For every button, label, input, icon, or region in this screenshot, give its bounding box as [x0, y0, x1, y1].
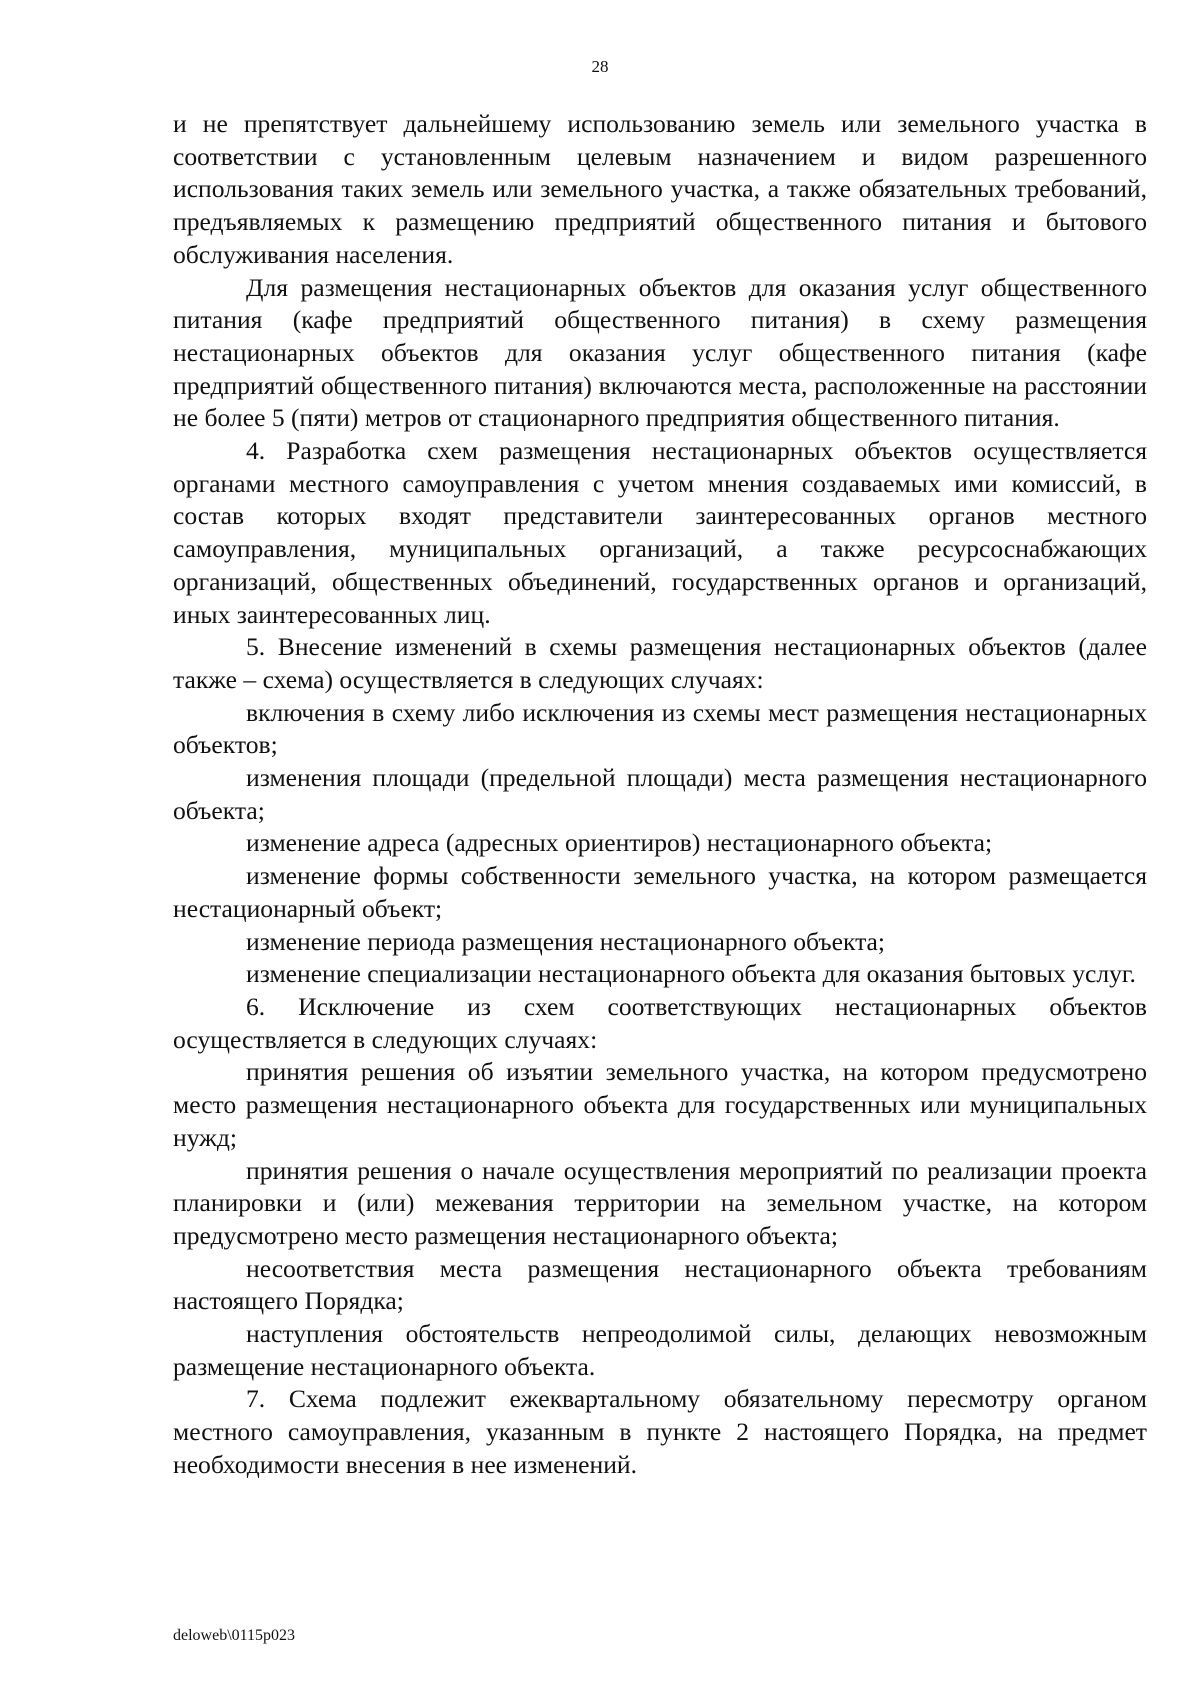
- document-body: [173, 108, 1147, 1482]
- document-footer-code: deloweb\0115p023: [173, 1627, 296, 1644]
- page-number: 28: [591, 57, 609, 76]
- paragraph: включения в схему либо исключения из схемы мест размещения нестационарных объектов;: [173, 697, 1147, 760]
- paragraph: изменение формы собственности земельного участка, на котором размещается нестационарный объект;: [173, 861, 1147, 923]
- paragraph: и не препятствует дальнейшему использованию земель или земельного участка в соответствии с установленным целевым назначением и видом разрешенного использования таких земель или земельного участка, а также обязательных требований, предъявляемых к размещению предприятий общественного питания и бытового обслуживания населения.: [173, 109, 1147, 269]
- paragraph: 7. Схема подлежит ежеквартальному обязательному пересмотру органом местного самоуправления, указанным в пункте 2 настоящего Порядка, на предмет необходимости внесения в нее изменений.: [173, 1384, 1147, 1479]
- paragraph: Для размещения нестационарных объектов для оказания услуг общественного питания (кафе предприятий общественного питания) в схему размещения нестационарных объектов для оказания услуг общественного питания (кафе предприятий общественного питания) включаются места, расположенные на расстоянии не более 5 (пяти) метров от стационарного предприятия общественного питания.: [173, 272, 1147, 433]
- paragraph: изменение периода размещения нестационарного объекта;: [246, 926, 886, 956]
- paragraph: 6. Исключение из схем соответствующих нестационарных объектов осуществляется в следующих случаях:: [173, 991, 1147, 1054]
- paragraph: несоответствия места размещения нестационарного объекта требованиям настоящего Порядка;: [173, 1253, 1147, 1316]
- paragraph: изменение адреса (адресных ориентиров) нестационарного объекта;: [246, 828, 993, 858]
- paragraph: 5. Внесение изменений в схемы размещения нестационарных объектов (далее также – схема) осуществляется в следующих случаях:: [173, 632, 1147, 694]
- paragraph: наступления обстоятельств непреодолимой силы, делающих невозможным размещение нестационарного объекта.: [173, 1319, 1147, 1381]
- paragraph: изменения площади (предельной площади) места размещения нестационарного объекта;: [173, 763, 1147, 825]
- paragraph: принятия решения о начале осуществления мероприятий по реализации проекта планировки и (или) межевания территории на земельном участке, на котором предусмотрено место размещения нестационарного объекта;: [173, 1155, 1147, 1250]
- paragraph: 4. Разработка схем размещения нестационарных объектов осуществляется органами местного самоуправления с учетом мнения создаваемых ими комиссий, в состав которых входят представители заинтересованных органов местного самоуправления, муниципальных организаций, а также ресурсоснабжающих организаций, общественных объединений, государственных органов и организаций, иных заинтересованных лиц.: [173, 436, 1147, 629]
- paragraph: изменение специализации нестационарного объекта для оказания бытовых услуг.: [246, 959, 1136, 989]
- paragraph: принятия решения об изъятии земельного участка, на котором предусмотрено место размещения нестационарного объекта для государственных или муниципальных нужд;: [173, 1057, 1147, 1152]
